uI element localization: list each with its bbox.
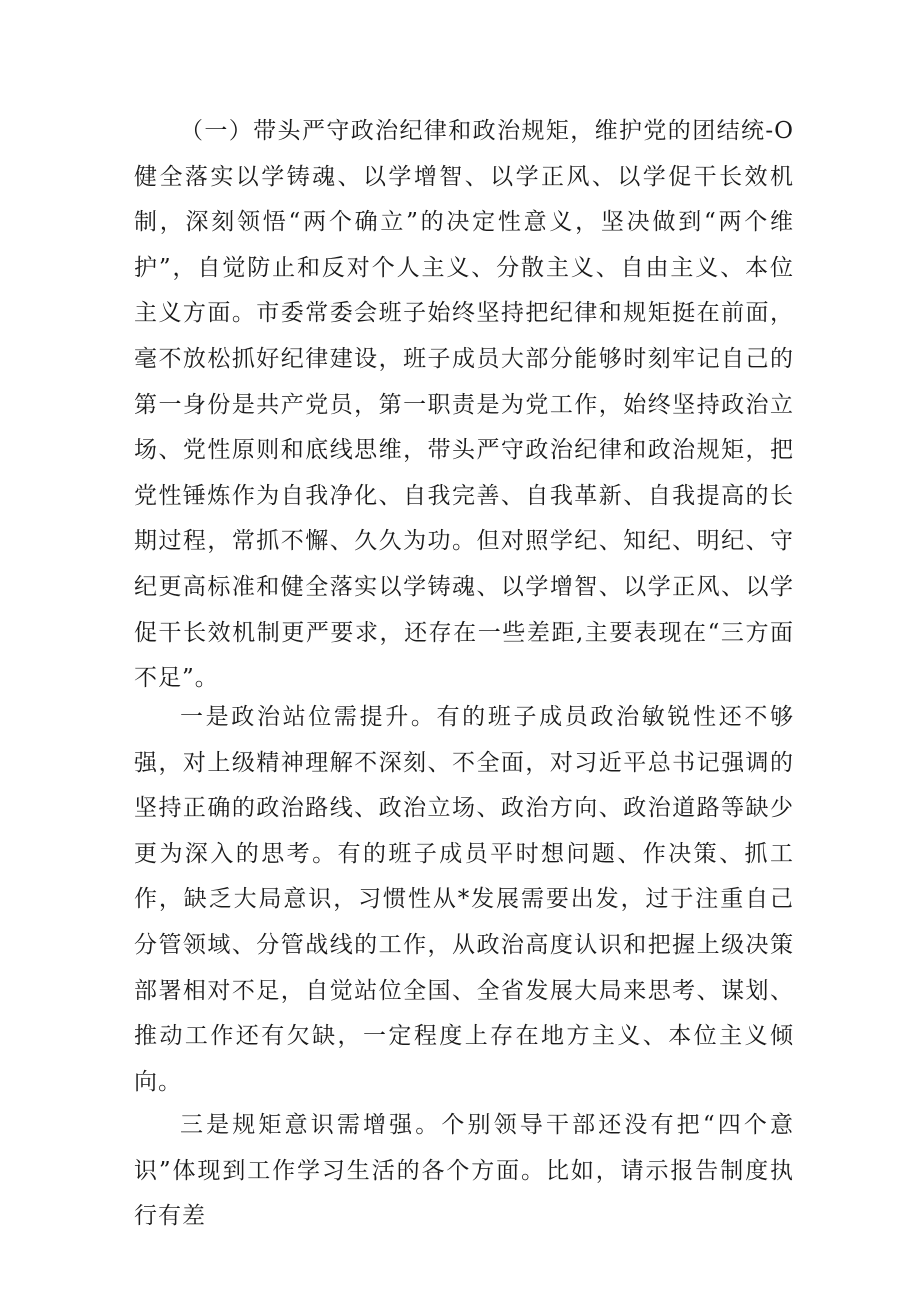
paragraph-rules-awareness: 三是规矩意识需增强。个别领导干部还没有把“四个意识”体现到工作学习生活的各个方面。比如，请示报告制度执行有差	[134, 1112, 794, 1230]
paragraph-political-discipline: （一）带头严守政治纪律和政治规矩，维护党的团结统-O健全落实以学铸魂、以学增智、以学正风、以学促干长效机制，深刻领悟“两个确立”的决定性意义，坚决做到“两个维护”，自觉防止和反对个人主义、分散主义、自由主义、本位主义方面。市委常委会班子始终坚持把纪律和规矩挺在前面，毫不放松抓好纪律建设，班子成员大部分能够时刻牢记自己的第一身份是共产党员，第一职责是为党工作，始终坚持政治立场、党性原则和底线思维，带头严守政治纪律和政治规矩，把党性锤炼作为自我净化、自我完善、自我革新、自我提高的长期过程，常抓不懈、久久为功。但对照学纪、知纪、明纪、守纪更高标准和健全落实以学铸魂、以学增智、以学正风、以学促干长效机制更严要求，还存在一些差距,主要表现在“三方面不足”。	[134, 118, 794, 692]
paragraph-political-standing: 一是政治站位需提升。有的班子成员政治敏锐性还不够强，对上级精神理解不深刻、不全面，对习近平总书记强调的坚持正确的政治路线、政治立场、政治方向、政治道路等缺少更为深入的思考。有的班子成员平时想问题、作决策、抓工作，缺乏大局意识，习惯性从*发展需要出发，过于注重自己分管领域、分管战线的工作，从政治高度认识和把握上级决策部署相对不足，自觉站位全国、全省发展大局来思考、谋划、推动工作还有欠缺，一定程度上存在地方主义、本位主义倾向。	[134, 704, 794, 1095]
